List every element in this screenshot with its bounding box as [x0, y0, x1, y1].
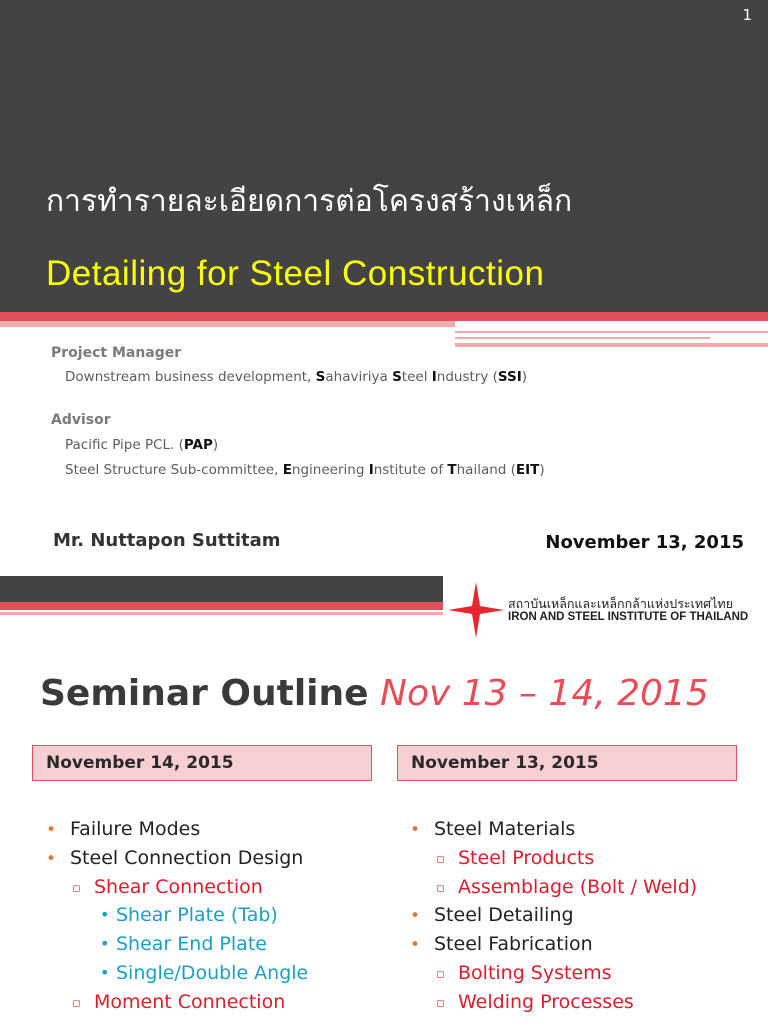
header-stripe-thin-2	[455, 337, 710, 339]
outline-item-text: Steel Connection Design	[70, 846, 304, 869]
bullet-icon: •	[100, 905, 110, 925]
outline-item-level-3	[46, 959, 308, 988]
bullet-icon: ▫	[72, 995, 81, 1011]
left-date-box: November 14, 2015	[32, 745, 372, 781]
text-segment: Steel Structure Sub-committee,	[65, 462, 283, 478]
outline-item-text: Bolting Systems	[458, 961, 612, 984]
emphasis-letter: S	[315, 369, 326, 385]
outline-item-text: Shear Connection	[94, 875, 263, 898]
text-segment: ngineering	[291, 462, 369, 478]
bullet-icon: ▫	[436, 995, 445, 1011]
bullet-icon: ▫	[436, 851, 445, 867]
outline-item-level-3	[46, 930, 308, 959]
outline-item-text: Steel Materials	[434, 818, 576, 840]
emphasis-letter: EIT	[515, 462, 540, 478]
outline-item-level-2	[46, 988, 308, 1017]
text-segment: )	[212, 437, 219, 453]
outline-item-text: Steel Products	[458, 846, 595, 869]
advisor-line-2	[65, 462, 545, 478]
project-manager-line	[65, 369, 527, 385]
header-stripe-pink	[0, 321, 455, 327]
bullet-icon: •	[410, 935, 421, 956]
emphasis-letter: PAP	[183, 437, 213, 453]
bullet-icon: •	[100, 934, 110, 954]
emphasis-letter: I	[368, 462, 374, 478]
outline-item-level-1	[410, 901, 697, 930]
right-outline-list	[410, 815, 697, 1017]
outline-item-level-2	[46, 873, 308, 902]
outline-item-text: Steel Detailing	[434, 904, 574, 927]
text-segment: Downstream business development,	[65, 369, 316, 385]
outline-item-level-1	[46, 815, 308, 844]
header-stripe-thin-1	[455, 331, 768, 333]
text-segment: teel	[401, 369, 432, 385]
outline-item-level-2	[410, 844, 697, 873]
outline-item-level-1	[410, 930, 697, 959]
slide-number: 1	[742, 6, 752, 24]
text-segment: nstitute of	[373, 462, 448, 478]
isit-logo	[446, 578, 764, 642]
bullet-icon: •	[46, 820, 57, 840]
bullet-icon: ▫	[436, 880, 445, 896]
outline-item-text: Failure Modes	[70, 818, 201, 840]
text-segment: ahaviriya	[325, 369, 393, 385]
presentation-date: November 13, 2015	[545, 532, 744, 553]
outline-item-level-1	[46, 844, 308, 873]
bullet-icon: •	[100, 962, 110, 982]
emphasis-letter: SSI	[497, 369, 522, 385]
text-segment: )	[539, 462, 545, 478]
outline-title-dates: Nov 13 – 14, 2015	[380, 673, 709, 714]
outline-item-level-2	[410, 873, 697, 902]
right-date-box: November 13, 2015	[397, 745, 737, 781]
slide2-stripe-pink	[0, 612, 443, 615]
slide2-stripe-red	[0, 602, 443, 610]
outline-item-text: Moment Connection	[94, 990, 286, 1013]
star-logo-icon	[446, 578, 506, 642]
bullet-icon: •	[410, 906, 421, 927]
header-stripe-red	[0, 312, 768, 321]
logo-english-text: IRON AND STEEL INSTITUTE OF THAILAND	[508, 611, 749, 623]
emphasis-letter: I	[431, 369, 437, 385]
outline-title	[40, 673, 709, 714]
bullet-icon: •	[46, 848, 57, 869]
emphasis-letter: E	[282, 462, 292, 478]
outline-item-text: Welding Processes	[458, 990, 634, 1013]
emphasis-letter: T	[447, 462, 457, 478]
text-segment: Pacific Pipe PCL. (	[65, 437, 184, 453]
text-segment: hailand (	[456, 462, 516, 478]
outline-item-text: Single/Double Angle	[116, 961, 309, 984]
english-title: Detailing for Steel Construction	[46, 254, 545, 293]
outline-item-text: Steel Fabrication	[434, 933, 593, 956]
project-manager-heading: Project Manager	[51, 345, 182, 361]
slide2-stripe-dark	[0, 576, 443, 602]
bullet-icon: ▫	[436, 966, 445, 982]
outline-item-level-3	[46, 901, 308, 930]
outline-item-level-2	[410, 988, 697, 1017]
presenter-name: Mr. Nuttapon Suttitam	[53, 530, 281, 551]
outline-item-text: Assemblage (Bolt / Weld)	[458, 875, 698, 898]
advisor-line-1	[65, 437, 218, 453]
outline-title-main: Seminar Outline	[40, 673, 369, 714]
bullet-icon: ▫	[72, 880, 81, 896]
left-outline-list	[46, 815, 308, 1017]
text-segment: )	[521, 369, 528, 385]
advisor-heading: Advisor	[51, 412, 111, 428]
bullet-icon: •	[410, 820, 421, 840]
logo-thai-text: สถาบันเหล็กและเหล็กกล้าแห่งประเทศไทย	[508, 596, 733, 611]
thai-title: การทำรายละเอียดการต่อโครงสร้างเหล็ก	[46, 184, 573, 219]
emphasis-letter: S	[392, 369, 402, 385]
outline-item-text: Shear Plate (Tab)	[116, 904, 278, 927]
header-stripe-thin-3	[455, 343, 768, 347]
outline-item-level-1	[410, 815, 697, 844]
text-segment: ndustry (	[436, 369, 498, 385]
outline-item-text: Shear End Plate	[116, 933, 267, 956]
outline-item-level-2	[410, 959, 697, 988]
